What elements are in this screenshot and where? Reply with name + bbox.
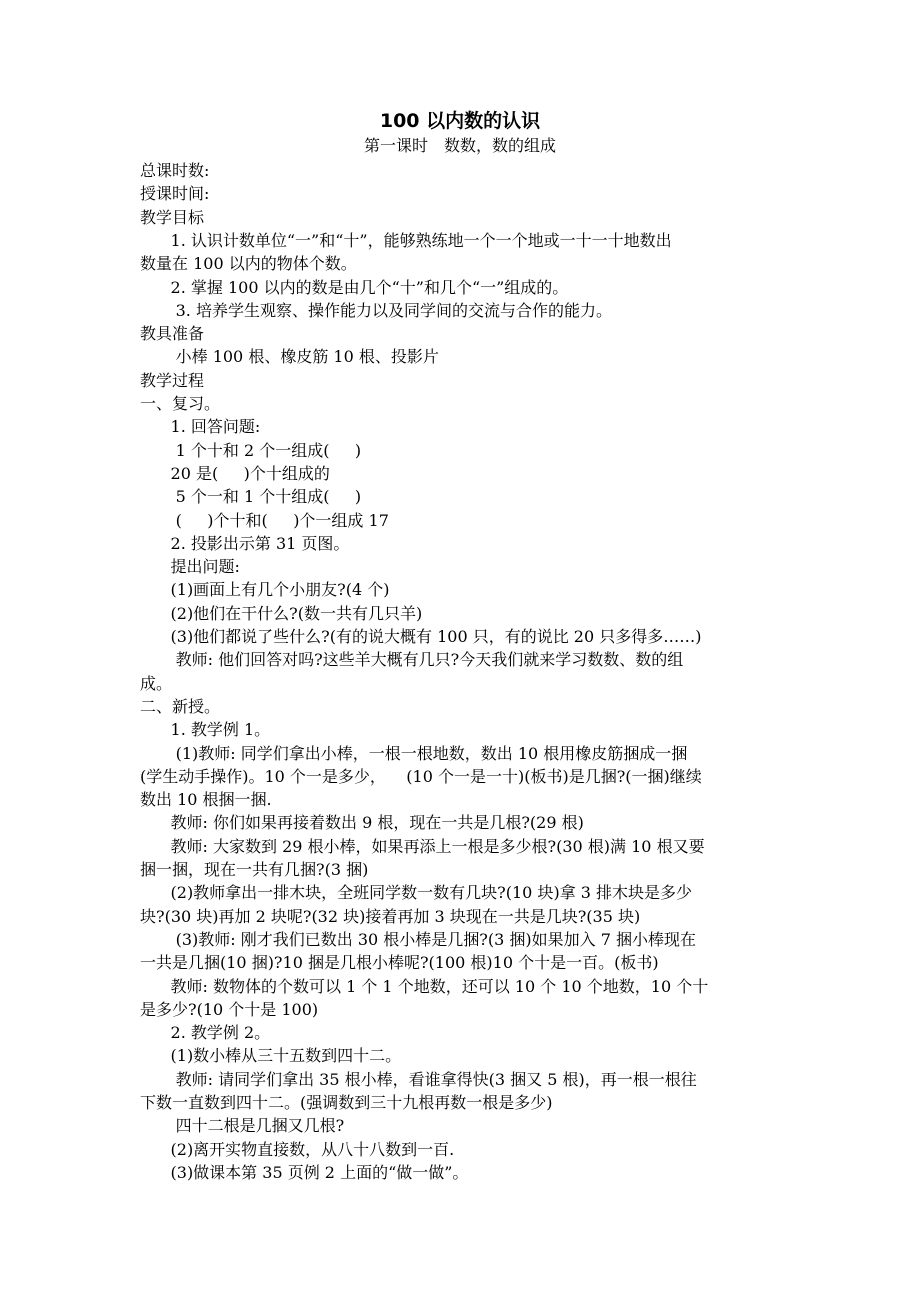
text-line: 20 是( )个十组成的 — [140, 464, 330, 483]
text-line: (1)数小棒从三十五数到四十二。 — [140, 1046, 402, 1065]
text-line: (1)教师: 同学们拿出小棒，一根一根地数，数出 10 根用橡皮筋捆成一捆 — [140, 744, 688, 763]
document-title: 100 以内数的认识 — [379, 110, 541, 132]
text-line: 下数一直数到四十二。(强调数到三十九根再数一根是多少) — [140, 1093, 553, 1112]
text-line: 教师: 大家数到 29 根小棒，如果再添上一根是多少根?(30 根)满 10 根又要 — [140, 837, 705, 856]
text-line: 教学过程 — [140, 371, 205, 390]
text-line: 二、新授。 — [140, 697, 221, 716]
text-line: 捆一捆，现在一共有几捆?(3 捆) — [140, 860, 369, 879]
text-line: 教师: 你们如果再接着数出 9 根，现在一共是几根?(29 根) — [140, 813, 584, 832]
text-line: 数出 10 根捆一捆. — [140, 790, 272, 809]
text-line: (学生动手操作)。10 个一是多少， (10 个一是一十)(板书)是几捆?(一捆)继续 — [140, 767, 702, 786]
text-line: 块?(30 块)再加 2 块呢?(32 块)接着再加 3 块现在一共是几块?(35 块) — [140, 907, 641, 926]
text-line: 小棒 100 根、橡皮筋 10 根、投影片 — [140, 347, 439, 366]
text-line: (3)做课本第 35 页例 2 上面的“做一做”。 — [140, 1163, 469, 1182]
text-line: 四十二根是几捆又几根? — [140, 1116, 345, 1135]
text-line: 1. 回答问题: — [140, 417, 261, 436]
text-line: 成。 — [140, 674, 173, 693]
text-line: 2. 教学例 2。 — [140, 1023, 271, 1042]
text-line: (3)他们都说了些什么?(有的说大概有 100 只，有的说比 20 只多得多……) — [140, 627, 702, 646]
document-subtitle: 第一课时 数数，数的组成 — [363, 136, 556, 155]
text-line: 提出问题: — [140, 557, 240, 576]
text-line: 一、复习。 — [140, 394, 221, 413]
text-line: 教学目标 — [140, 208, 205, 227]
text-line: 教师: 数物体的个数可以 1 个 1 个地数，还可以 10 个 10 个地数，10 个十 — [140, 977, 709, 996]
text-line: ( )个十和( )个一组成 17 — [140, 511, 389, 530]
text-line: (2)离开实物直接数，从八十八数到一百. — [140, 1140, 455, 1159]
text-line: 数量在 100 以内的物体个数。 — [140, 254, 357, 273]
text-line: 是多少?(10 个十是 100) — [140, 1000, 319, 1019]
text-line: 教师: 他们回答对吗?这些羊大概有几只?今天我们就来学习数数、数的组 — [140, 650, 684, 669]
text-line: 3. 培养学生观察、操作能力以及同学间的交流与合作的能力。 — [140, 301, 612, 320]
text-line: 总课时数: — [140, 161, 210, 180]
text-line: (1)画面上有几个小朋友?(4 个) — [140, 580, 390, 599]
text-line: (2)教师拿出一排木块，全班同学数一数有几块?(10 块)拿 3 排木块是多少 — [140, 883, 693, 902]
text-line: 2. 掌握 100 以内的数是由几个“十”和几个“一”组成的。 — [140, 278, 569, 297]
text-line: 教具准备 — [140, 324, 205, 343]
text-line: 教师: 请同学们拿出 35 根小棒，看谁拿得快(3 捆又 5 根)，再一根一根往 — [140, 1070, 697, 1089]
text-line: 一共是几捆(10 捆)?10 捆是几根小棒呢?(100 根)10 个十是一百。(板书) — [140, 953, 659, 972]
text-line: 1. 教学例 1。 — [140, 720, 271, 739]
text-line: (3)教师: 刚才我们已数出 30 根小棒是几捆?(3 捆)如果加入 7 捆小棒现在 — [140, 930, 696, 949]
text-line: 5 个一和 1 个十组成( ) — [140, 487, 362, 506]
text-line: 1 个十和 2 个一组成( ) — [140, 441, 362, 460]
text-line: 1. 认识计数单位“一”和“十”，能够熟练地一个一个地或一十一十地数出 — [140, 231, 672, 250]
text-line: 2. 投影出示第 31 页图。 — [140, 534, 350, 553]
text-line: 授课时间: — [140, 184, 210, 203]
text-line: (2)他们在干什么?(数一共有几只羊) — [140, 604, 423, 623]
